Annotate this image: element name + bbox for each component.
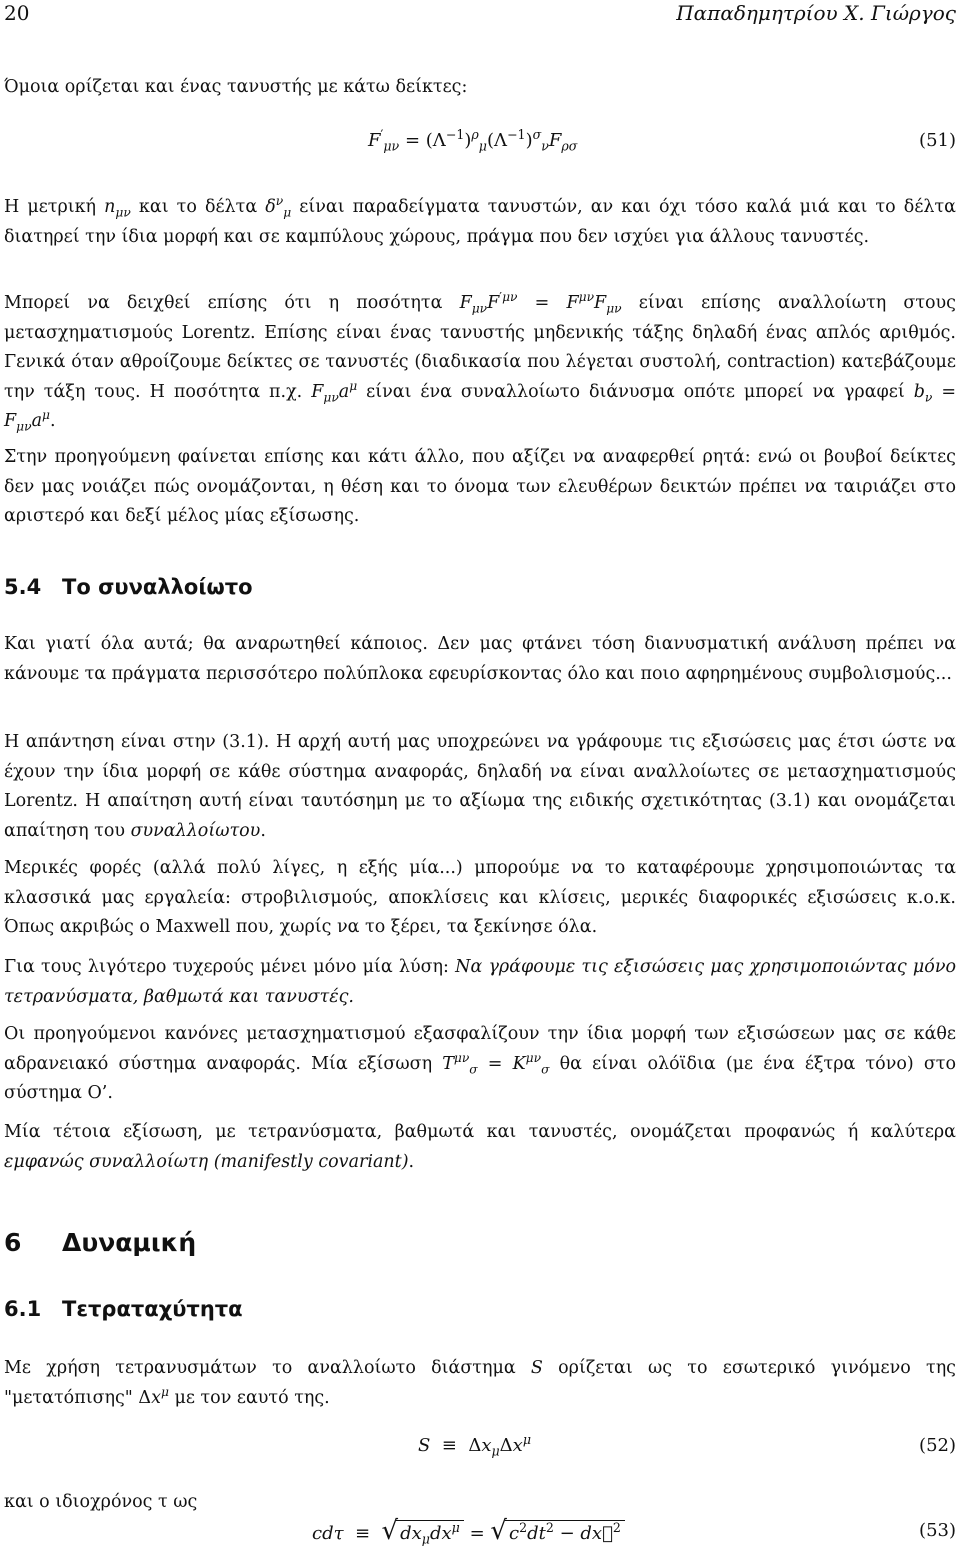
- paragraph-interval-definition: Με χρήση τετρανυσμάτων το αναλλοίωτο διάστημα S ορίζεται ως το εσωτερικό γινόμενο της "μετατόπισης" $\Delta x^\mu$ με τον εαυτό της.: [4, 1358, 956, 1408]
- paragraph-only-solution: Για τους λιγότερο τυχερούς μένει μόνο μία λύση: Να γράφουμε τις εξισώσεις μας χρησιμοποιώντας μόνο τετρανύσματα, βαθμωτά και τανυστές.: [4, 957, 956, 1007]
- page-number: 20: [4, 1, 30, 25]
- paragraph-metric-delta: Η μετρική $n_{\mu\nu}$ και το δέλτα $\delta^\nu_\mu$ είναι παραδείγματα τανυστών, αν και όχι τόσο καλά μιά και το δέλτα διατηρεί την ίδια μορφή και σε καμπύλους χώρους, πράγμα που δεν ισχύει για άλλους τανυστές.: [4, 194, 956, 247]
- paragraph-intro-lower-indices: Όμοια ορίζεται και ένας τανυστής με κάτω δείκτες:: [4, 77, 468, 97]
- equation-51: $F'_{\mu\nu} = (\Lambda^{-1})^\rho_\mu(\Lambda^{-1})^\sigma_\nu F_{\rho\sigma}$: [368, 127, 578, 154]
- paragraph-invariant-quantity: Μπορεί να δειχθεί επίσης ότι η ποσότητα $F_{\mu\nu}F^{'\mu\nu} = F^{\mu\nu}F_{\mu\nu}$ είναι επίσης αναλλοίωτη στους μετασχηματισμούς Lorentz. Επίσης είναι ένας τανυστής μηδενικής τάξης δηλαδή ένας απλός αριθμός. Γενικά όταν αθροίζουμε δείκτες σε τανυστές (διαδικασία που λέγεται συστολή, contraction) κατεβάζουμε την τάξη τους. Η ποσότητα π.χ. $F_{\mu\nu}a^\mu$ είναι ένα συναλλοίωτο διάνυσμα οπότε μπορεί να γραφεί $b_\nu = F_{\mu\nu}a^\mu$.: [4, 290, 957, 434]
- equation-51-label: (51): [919, 130, 956, 151]
- equation-53-label: (53): [919, 1520, 956, 1541]
- running-header-author: Παπαδημητρίου Χ. Γιώργος: [676, 1, 956, 25]
- paragraph-manifestly-covariant: Μία τέτοια εξίσωση, με τετρανύσματα, βαθμωτά και τανυστές, ονομάζεται προφανώς ή καλύτερα εμφανώς συναλλοίωτη (manifestly covariant).: [4, 1122, 956, 1172]
- paragraph-why-all-this: Και γιατί όλα αυτά; θα αναρωτηθεί κάποιος. Δεν μας φτάνει τόση διανυσματική ανάλυση πρέπει να κάνουμε τα πράγματα περισσότερο πολύπλοκα εφευρίσκοντας όλο και ποιο αφηρημένους συμβολισμούς...: [4, 634, 956, 684]
- paragraph-maxwell: Μερικές φορές (αλλά πολύ λίγες, η εξής μία...) μπορούμε να το καταφέρουμε χρησιμοποιώντας τα κλασσικά μας εργαλεία: στροβιλισμούς, αποκλίσεις και κλίσεις, μερικές διαφορικές εξισώσεις κ.ο.κ. Όπως ακριβώς ο Maxwell που, χωρίς να το ξέρει, τα ξεκίνησε όλα.: [4, 858, 956, 937]
- equation-52: $S \equiv \Delta x_\mu\Delta x^\mu$: [418, 1432, 531, 1459]
- equation-52-label: (52): [919, 1435, 956, 1456]
- equation-53: cdτ ≡ √ $dx_\mu dx^\mu$ = √ $c^2dt^2$ − dx⃗$^2$: [312, 1518, 625, 1547]
- paragraph-proper-time: και ο ιδιοχρόνος τ ως: [4, 1492, 198, 1512]
- section-heading-5-4: 5.4 Το συναλλοίωτο: [4, 575, 253, 599]
- section-heading-6: 6 Δυναμική: [4, 1228, 197, 1257]
- paragraph-transformation-rules: Οι προηγούμενοι κανόνες μετασχηματισμού εξασφαλίζουν την ίδια μορφή των εξισώσεων μας σε κάθε αδρανειακό σύστημα αναφοράς. Μία εξίσωση $T^{\mu\nu}_\sigma = K^{\mu\nu}_\sigma$ θα είναι ολόϊδια (με ένα έξτρα τόνο) στο σύστημα O’.: [4, 1024, 956, 1103]
- paragraph-answer-3-1: Η απάντηση είναι στην (3.1). Η αρχή αυτή μας υποχρεώνει να γράφουμε τις εξισώσεις μας έτσι ώστε να έχουν την ίδια μορφή σε κάθε σύστημα αναφοράς, δηλαδή να είναι αναλλοίωτες σε μετασχηματισμούς Lorentz. Η απαίτηση αυτή είναι ταυτόσημη με το αξίωμα της ειδικής σχετικότητας (3.1) και ονομάζεται απαίτηση του συναλλοίωτου.: [4, 732, 956, 841]
- paragraph-dummy-indices: Στην προηγούμενη φαίνεται επίσης και κάτι άλλο, που αξίζει να αναφερθεί ρητά: ενώ οι βουβοί δείκτες δεν μας νοιάζει πώς ονομάζονται, η θέση και το όνομα των ελευθέρων δεικτών πρέπει να ταιριάζει στο αριστερό και δεξί μέλος μίας εξίσωσης.: [4, 447, 956, 526]
- section-heading-6-1: 6.1 Τετραταχύτητα: [4, 1297, 243, 1321]
